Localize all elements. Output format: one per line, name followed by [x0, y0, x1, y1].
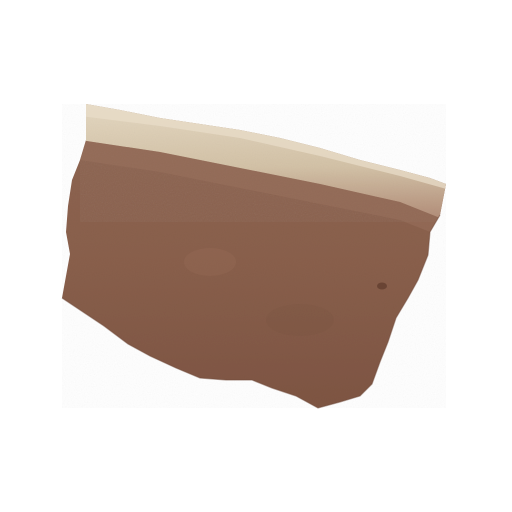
paper-fleck: [377, 283, 387, 290]
